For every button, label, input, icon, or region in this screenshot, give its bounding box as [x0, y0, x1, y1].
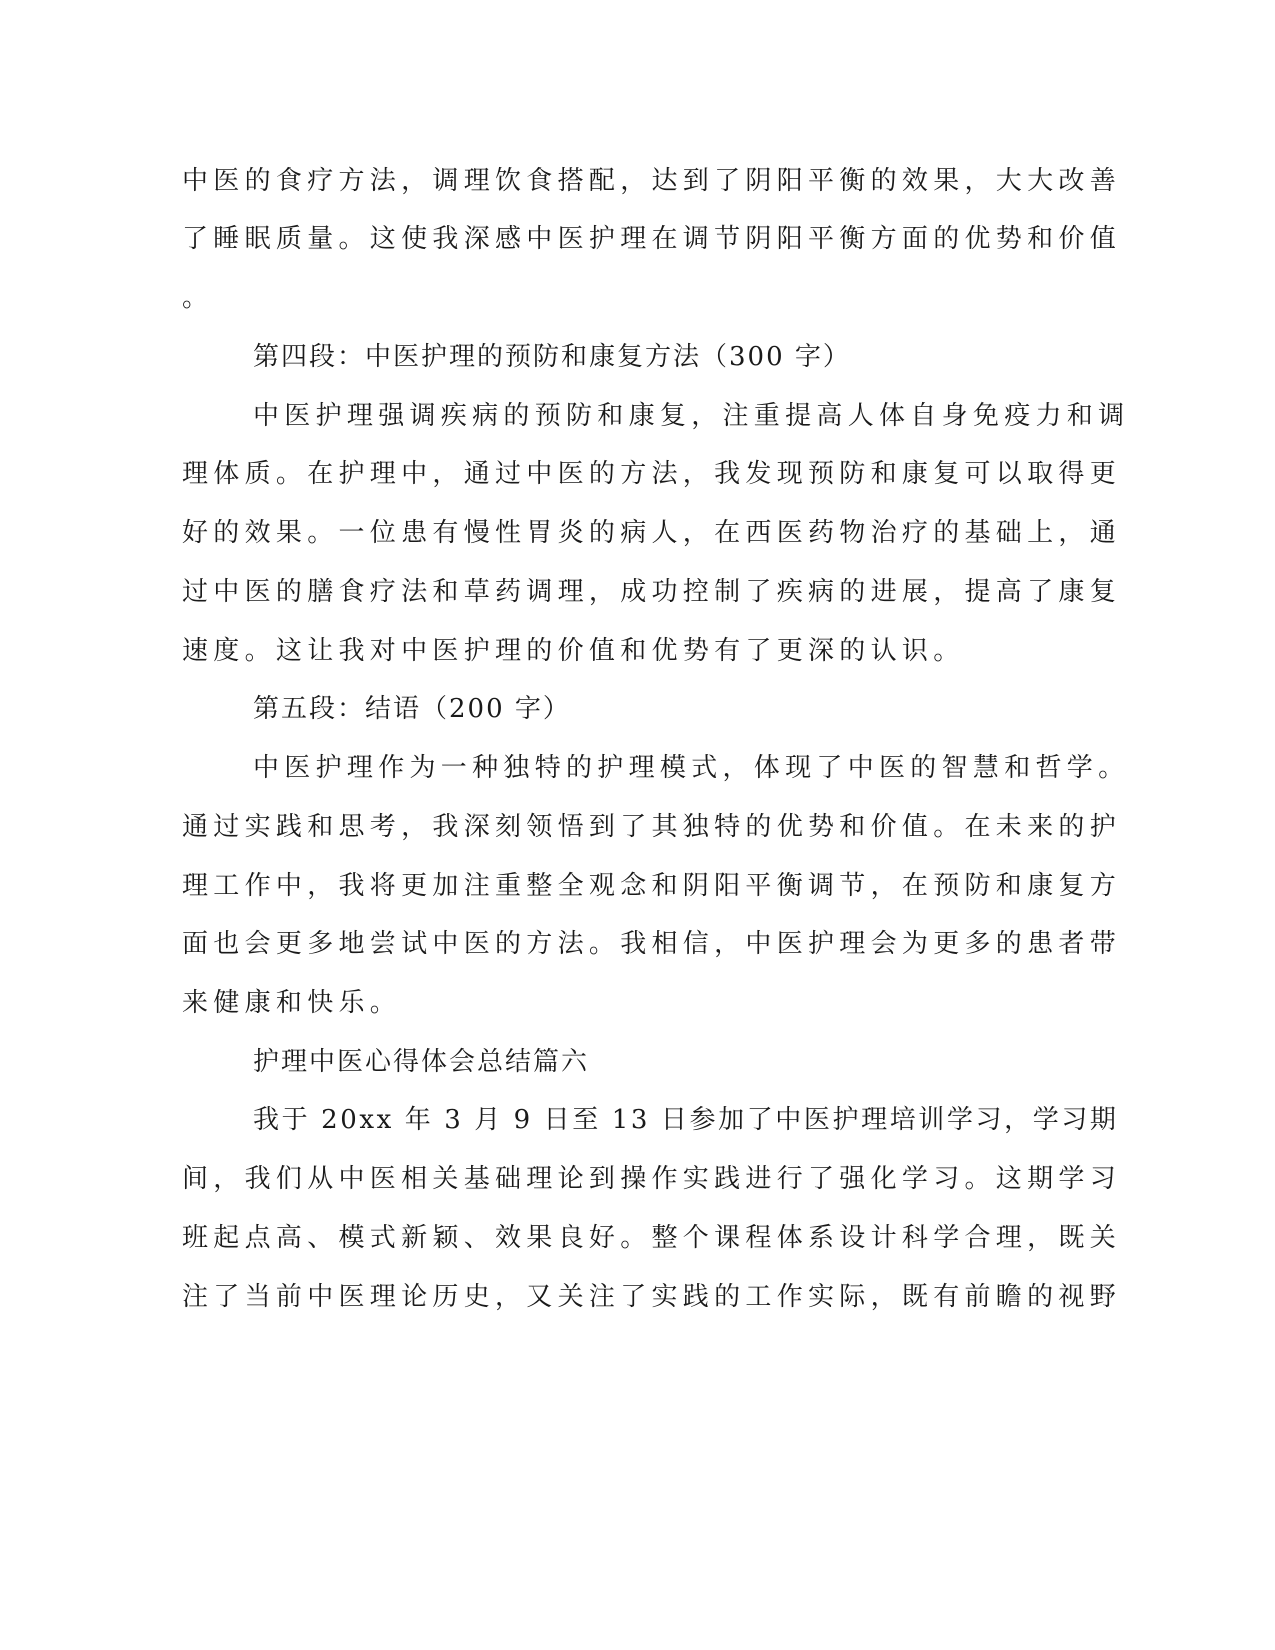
- paragraph-line: 过中医的膳食疗法和草药调理，成功控制了疾病的进展，提高了康复: [182, 577, 1122, 607]
- section-heading: 护理中医心得体会总结篇六: [253, 1047, 590, 1077]
- paragraph-line: 了睡眠质量。这使我深感中医护理在调节阴阳平衡方面的优势和价值: [182, 224, 1122, 254]
- paragraph-line: 班起点高、模式新颖、效果良好。整个课程体系设计科学合理，既关: [182, 1223, 1122, 1253]
- paragraph-line: 中医护理作为一种独特的护理模式，体现了中医的智慧和哲学。: [253, 753, 1130, 783]
- paragraph-line: 面也会更多地尝试中医的方法。我相信，中医护理会为更多的患者带: [182, 929, 1122, 959]
- paragraph-line: 中医护理强调疾病的预防和康复，注重提高人体自身免疫力和调: [253, 401, 1130, 431]
- paragraph-line: 通过实践和思考，我深刻领悟到了其独特的优势和价值。在未来的护: [182, 812, 1122, 842]
- paragraph-line: 。: [182, 283, 209, 313]
- section-heading: 第五段：结语（200 字）: [253, 694, 571, 724]
- paragraph-line: 好的效果。一位患有慢性胃炎的病人，在西医药物治疗的基础上，通: [182, 518, 1122, 548]
- paragraph-line: 注了当前中医理论历史，又关注了实践的工作实际，既有前瞻的视野: [182, 1282, 1122, 1312]
- section-heading: 第四段：中医护理的预防和康复方法（300 字）: [253, 342, 851, 372]
- paragraph-line: 间，我们从中医相关基础理论到操作实践进行了强化学习。这期学习: [182, 1164, 1122, 1194]
- paragraph-line: 我于 20xx 年 3 月 9 日至 13 日参加了中医护理培训学习，学习期: [253, 1105, 1119, 1135]
- paragraph-line: 理工作中，我将更加注重整全观念和阴阳平衡调节，在预防和康复方: [182, 871, 1122, 901]
- paragraph-line: 中医的食疗方法，调理饮食搭配，达到了阴阳平衡的效果，大大改善: [182, 166, 1122, 196]
- paragraph-line: 来健康和快乐。: [182, 988, 402, 1018]
- paragraph-line: 理体质。在护理中，通过中医的方法，我发现预防和康复可以取得更: [182, 459, 1122, 489]
- paragraph-line: 速度。这让我对中医护理的价值和优势有了更深的认识。: [182, 636, 965, 666]
